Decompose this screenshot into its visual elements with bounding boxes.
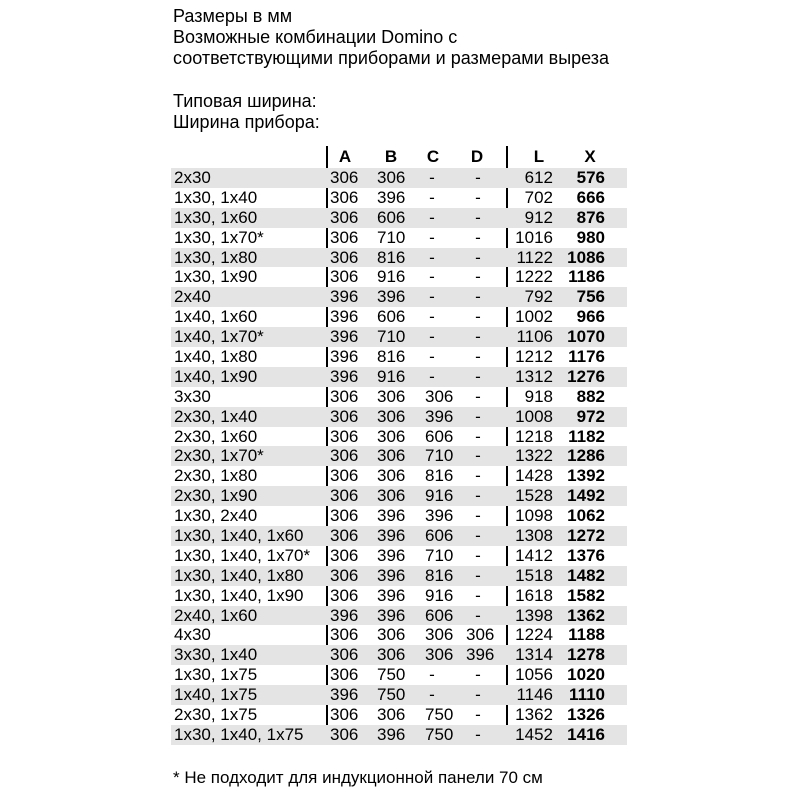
table-row	[171, 685, 627, 705]
cell-d: -	[475, 347, 481, 367]
cell-b: 396	[377, 545, 406, 565]
cell-a: 396	[330, 287, 359, 307]
cell-c: -	[429, 665, 435, 685]
cell-c: 710	[425, 545, 454, 565]
cell-d: -	[475, 327, 481, 347]
cell-l: 1412	[515, 545, 553, 565]
column-header-d: D	[470, 147, 484, 166]
cell-combo: 2x30	[174, 168, 211, 187]
cell-combo: 2x30, 1x90	[174, 486, 258, 506]
cell-x: 966	[576, 307, 605, 327]
cell-c: 306	[425, 645, 454, 665]
combinations-table	[171, 146, 627, 745]
cell-combo: 1x30, 1x80	[174, 247, 258, 267]
cell-x: 756	[576, 287, 605, 307]
cell-d: -	[475, 187, 481, 207]
table-row	[171, 168, 627, 188]
cell-c: 606	[425, 605, 454, 625]
cell-combo: 1x40, 1x60	[174, 307, 258, 327]
cell-a: 306	[330, 526, 359, 546]
cell-b: 710	[377, 327, 406, 347]
cell-l: 1528	[515, 486, 553, 506]
column-header-x: X	[584, 147, 596, 166]
table-row	[171, 287, 627, 307]
cell-b: 606	[377, 307, 406, 327]
cell-l: 1224	[515, 625, 553, 645]
cell-c: 750	[425, 705, 454, 725]
cell-combo: 1x30, 1x75	[174, 665, 258, 685]
cell-combo: 1x40, 1x80	[174, 347, 258, 367]
cell-d: -	[475, 605, 481, 625]
cell-b: 306	[377, 625, 406, 645]
header-subtitle: соответствующими приборами и размерами выреза	[173, 48, 610, 68]
cell-d: -	[475, 685, 481, 705]
device-width-label: Ширина прибора:	[173, 112, 320, 132]
cell-a: 306	[330, 705, 359, 725]
cell-d: -	[475, 307, 481, 327]
cell-d: -	[475, 506, 481, 526]
table-row	[171, 307, 627, 327]
cell-c: 916	[425, 585, 454, 605]
cell-a: 306	[330, 486, 359, 506]
cell-x: 876	[576, 207, 605, 227]
cell-a: 396	[330, 347, 359, 367]
cell-l: 1008	[515, 406, 553, 426]
cell-combo: 1x30, 1x60	[174, 207, 258, 227]
cell-combo: 2x30, 1x60	[174, 426, 258, 446]
cell-c: 750	[425, 724, 454, 744]
cell-x: 980	[576, 227, 605, 247]
table-row	[171, 625, 627, 645]
cell-d: -	[475, 267, 481, 287]
cell-d: -	[475, 386, 481, 406]
cell-b: 306	[377, 386, 406, 406]
cell-a: 306	[330, 565, 359, 585]
cell-c: -	[429, 247, 435, 267]
cell-c: -	[429, 287, 435, 307]
cell-b: 750	[377, 685, 406, 705]
table-row	[171, 586, 627, 606]
table-row	[171, 665, 627, 685]
cell-a: 306	[330, 625, 359, 645]
cell-a: 396	[330, 307, 359, 327]
cell-x: 1020	[567, 665, 605, 685]
cell-c: -	[429, 307, 435, 327]
cell-d: -	[475, 526, 481, 546]
cell-d: -	[475, 366, 481, 386]
cell-c: -	[429, 347, 435, 367]
table-body	[171, 168, 627, 745]
cell-d: -	[475, 466, 481, 486]
cell-l: 1016	[515, 227, 553, 247]
cell-b: 306	[377, 645, 406, 665]
table-row	[171, 367, 627, 387]
cell-a: 306	[330, 645, 359, 665]
cell-l: 1056	[515, 665, 553, 685]
cell-a: 306	[330, 267, 359, 287]
cell-x: 1278	[567, 645, 605, 665]
cell-x: 1276	[567, 366, 605, 386]
cell-a: 306	[330, 227, 359, 247]
cell-x: 666	[576, 187, 605, 207]
cell-x: 1062	[567, 506, 605, 526]
cell-x: 1326	[567, 705, 605, 725]
table-row	[171, 546, 627, 566]
cell-combo: 1x30, 1x40	[174, 187, 258, 207]
cell-c: 396	[425, 406, 454, 426]
cell-d: -	[475, 227, 481, 247]
cell-b: 306	[377, 426, 406, 446]
cell-l: 1314	[515, 645, 553, 665]
cell-l: 1098	[515, 506, 553, 526]
table-header-row	[171, 146, 627, 168]
cell-b: 396	[377, 724, 406, 744]
header-units: Размеры в мм	[173, 6, 293, 26]
table-row	[171, 486, 627, 506]
cell-a: 306	[330, 545, 359, 565]
cell-l: 1122	[516, 247, 553, 267]
cell-combo: 3x30, 1x40	[174, 645, 258, 665]
cell-a: 306	[330, 207, 359, 227]
cell-a: 396	[330, 366, 359, 386]
cell-d: -	[475, 665, 481, 685]
cell-l: 1218	[515, 426, 553, 446]
cell-combo: 1x30, 1x40, 1x75	[174, 724, 304, 744]
cell-x: 1110	[569, 685, 605, 705]
cell-combo: 1x30, 1x40, 1x90	[174, 585, 304, 605]
cell-x: 1582	[567, 585, 605, 605]
cell-b: 750	[377, 665, 406, 685]
cell-x: 1176	[568, 347, 605, 367]
cell-x: 1362	[567, 605, 605, 625]
cell-c: 306	[425, 625, 454, 645]
column-header-l: L	[533, 147, 545, 166]
cell-x: 1492	[567, 486, 605, 506]
table-row	[171, 267, 627, 287]
cell-combo: 2x40	[174, 287, 211, 307]
table-row	[171, 606, 627, 626]
cell-c: 916	[425, 486, 454, 506]
cell-d: -	[475, 406, 481, 426]
cell-a: 306	[330, 386, 359, 406]
cell-b: 916	[377, 366, 406, 386]
cell-d: -	[475, 565, 481, 585]
table-row	[171, 208, 627, 228]
cell-c: 816	[425, 466, 454, 486]
cell-d: -	[475, 446, 481, 466]
cell-c: -	[429, 267, 435, 287]
cell-b: 396	[377, 187, 406, 207]
cell-x: 1416	[567, 724, 605, 744]
cell-l: 912	[524, 207, 553, 227]
cell-x: 1070	[567, 327, 605, 347]
cell-l: 1002	[515, 307, 553, 327]
cell-d: -	[475, 705, 481, 725]
cell-l: 1362	[515, 705, 553, 725]
cell-a: 306	[330, 665, 359, 685]
cell-l: 1322	[515, 446, 553, 466]
cell-b: 306	[377, 466, 406, 486]
cell-x: 1376	[567, 545, 605, 565]
cell-l: 792	[524, 287, 553, 307]
cell-b: 816	[377, 247, 406, 267]
cell-x: 1186	[568, 267, 605, 287]
cell-l: 1106	[516, 327, 553, 347]
cell-combo: 1x40, 1x75	[174, 685, 258, 705]
cell-combo: 1x30, 1x40, 1x60	[174, 526, 304, 546]
header-title: Возможные комбинации Domino с	[173, 27, 458, 47]
cell-combo: 2x30, 1x70*	[174, 446, 264, 466]
cell-l: 612	[524, 168, 553, 187]
cell-b: 306	[377, 446, 406, 466]
cell-l: 918	[524, 386, 553, 406]
cell-b: 306	[377, 705, 406, 725]
cell-combo: 2x40, 1x60	[174, 605, 258, 625]
cell-d: -	[475, 168, 481, 187]
cell-b: 396	[377, 506, 406, 526]
cell-a: 306	[330, 446, 359, 466]
cell-x: 576	[576, 168, 605, 187]
cell-d: -	[475, 545, 481, 565]
cell-combo: 1x30, 1x70*	[174, 227, 264, 247]
cell-d: -	[475, 247, 481, 267]
cell-d: 396	[466, 645, 495, 665]
cell-a: 396	[330, 327, 359, 347]
cell-x: 1086	[567, 247, 605, 267]
cell-x: 1182	[568, 426, 605, 446]
table-row	[171, 645, 627, 665]
cell-l: 1308	[515, 526, 553, 546]
typical-width-label: Типовая ширина:	[173, 91, 317, 111]
cell-b: 396	[377, 287, 406, 307]
cell-b: 606	[377, 207, 406, 227]
cell-l: 1212	[515, 347, 553, 367]
header	[173, 6, 609, 69]
table-row	[171, 466, 627, 486]
cell-d: -	[475, 426, 481, 446]
cell-x: 882	[576, 386, 605, 406]
cell-a: 306	[330, 724, 359, 744]
cell-b: 710	[377, 227, 406, 247]
cell-b: 306	[377, 168, 406, 187]
table-row	[171, 566, 627, 586]
cell-b: 396	[377, 585, 406, 605]
cell-b: 396	[377, 526, 406, 546]
cell-b: 306	[377, 406, 406, 426]
cell-a: 306	[330, 168, 359, 187]
cell-c: -	[429, 327, 435, 347]
cell-c: 606	[425, 426, 454, 446]
cell-b: 396	[377, 605, 406, 625]
table-row	[171, 347, 627, 367]
cell-l: 1518	[515, 565, 553, 585]
footnote: * Не подходит для индукционной панели 70 см	[173, 768, 543, 787]
cell-c: -	[429, 207, 435, 227]
cell-l: 1222	[515, 267, 553, 287]
table-row	[171, 725, 627, 745]
cell-c: 816	[425, 565, 454, 585]
table-row	[171, 427, 627, 447]
cell-x: 1272	[567, 526, 605, 546]
cell-a: 306	[330, 506, 359, 526]
cell-a: 306	[330, 247, 359, 267]
cell-d: -	[475, 585, 481, 605]
table-row	[171, 407, 627, 427]
table-row	[171, 188, 627, 208]
cell-a: 306	[330, 187, 359, 207]
cell-c: -	[429, 685, 435, 705]
cell-c: 710	[425, 446, 454, 466]
cell-c: 606	[425, 526, 454, 546]
cell-a: 306	[330, 585, 359, 605]
cell-combo: 3x30	[174, 386, 211, 406]
table-row	[171, 387, 627, 407]
cell-b: 306	[377, 486, 406, 506]
cell-combo: 1x30, 2x40	[174, 506, 258, 526]
cell-x: 972	[576, 406, 605, 426]
column-header-c: C	[426, 147, 440, 166]
cell-x: 1286	[567, 446, 605, 466]
cell-combo: 2x30, 1x80	[174, 466, 258, 486]
cell-combo: 1x30, 1x90	[174, 267, 258, 287]
cell-l: 1146	[516, 685, 553, 705]
cell-b: 916	[377, 267, 406, 287]
cell-l: 702	[524, 187, 553, 207]
cell-d: -	[475, 287, 481, 307]
cell-x: 1392	[567, 466, 605, 486]
cell-l: 1618	[515, 585, 553, 605]
table-row	[171, 228, 627, 248]
table-row	[171, 506, 627, 526]
table-row	[171, 705, 627, 725]
cell-c: -	[429, 187, 435, 207]
cell-d: 306	[466, 625, 495, 645]
cell-d: -	[475, 724, 481, 744]
cell-combo: 2x30, 1x40	[174, 406, 258, 426]
table-row	[171, 446, 627, 466]
cell-a: 396	[330, 605, 359, 625]
cell-x: 1188	[568, 625, 605, 645]
cell-a: 306	[330, 426, 359, 446]
cell-b: 396	[377, 565, 406, 585]
cell-a: 306	[330, 466, 359, 486]
cell-a: 396	[330, 685, 359, 705]
cell-d: -	[475, 207, 481, 227]
cell-combo: 1x30, 1x40, 1x80	[174, 565, 304, 585]
cell-l: 1312	[515, 366, 553, 386]
cell-d: -	[475, 486, 481, 506]
width-labels	[173, 91, 320, 133]
cell-c: -	[429, 366, 435, 386]
cell-combo: 2x30, 1x75	[174, 705, 258, 725]
column-header-a: A	[338, 147, 352, 166]
cell-c: -	[429, 168, 435, 187]
cell-b: 816	[377, 347, 406, 367]
cell-x: 1482	[567, 565, 605, 585]
cell-a: 306	[330, 406, 359, 426]
cell-l: 1452	[515, 724, 553, 744]
table-row	[171, 327, 627, 347]
cell-combo: 1x30, 1x40, 1x70*	[174, 545, 311, 565]
table-row	[171, 526, 627, 546]
cell-combo: 1x40, 1x70*	[174, 327, 264, 347]
column-header-b: B	[384, 147, 398, 166]
cell-combo: 4x30	[174, 625, 211, 645]
cell-c: -	[429, 227, 435, 247]
cell-combo: 1x40, 1x90	[174, 366, 258, 386]
table-row	[171, 248, 627, 268]
cell-c: 396	[425, 506, 454, 526]
cell-l: 1428	[515, 466, 553, 486]
cell-c: 306	[425, 386, 454, 406]
cell-l: 1398	[515, 605, 553, 625]
